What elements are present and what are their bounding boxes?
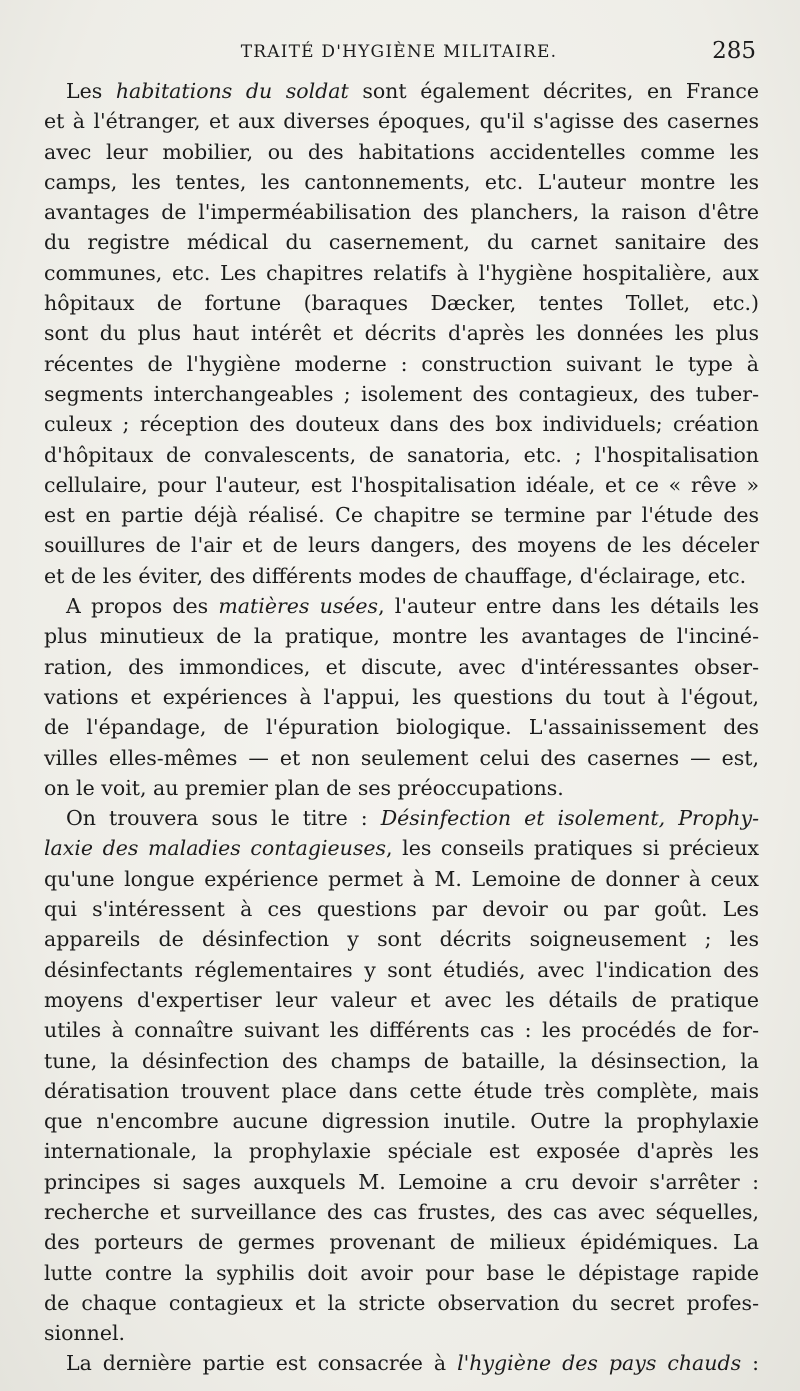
text-segment: segments interchangeables ; isolement des contagieux, des tuber-: [44, 381, 759, 406]
text-line: [44, 1258, 759, 1288]
text-line: [44, 864, 759, 894]
text-line: [44, 500, 759, 530]
text-segment: culeux ; réception des douteux dans des box individuels; création: [44, 412, 759, 437]
text-line: [44, 349, 759, 379]
text-line: [44, 318, 759, 348]
text-line: [44, 76, 759, 106]
text-segment: hôpitaux de fortune (baraques Dæcker, tentes Tollet, etc.): [44, 291, 759, 316]
text-segment: vations et expériences à l'appui, les questions du tout à l'égout,: [44, 684, 759, 709]
text-segment: dératisation trouvent place dans cette étude très complète, mais: [44, 1078, 759, 1103]
text-line: [44, 712, 759, 742]
text-segment: A propos des: [66, 594, 219, 619]
text-segment: , l'auteur entre dans les détails les: [378, 594, 759, 619]
text-line: [44, 803, 759, 833]
text-line: [44, 167, 759, 197]
text-line: [44, 1167, 759, 1197]
text-segment: des porteurs de germes provenant de milieux épidémiques. La: [44, 1230, 759, 1255]
text-line: [44, 1288, 759, 1318]
text-line: [44, 591, 759, 621]
text-segment: recherche et surveillance des cas frustes, des cas avec séquelles,: [44, 1199, 759, 1224]
text-line: [44, 682, 759, 712]
text-line: [44, 1318, 759, 1348]
text-segment: de l'épandage, de l'épuration biologique. L'assainissement des: [44, 715, 759, 740]
text-segment: :: [741, 1351, 759, 1376]
text-segment: qui s'intéressent à ces questions par devoir ou par goût. Les: [44, 897, 759, 922]
text-segment: lutte contre la syphilis doit avoir pour base le dépistage rapide: [44, 1260, 759, 1285]
text-segment: qu'une longue expérience permet à M. Lemoine de donner à ceux: [44, 866, 759, 891]
text-segment: tune, la désinfection des champs de bataille, la désinsection, la: [44, 1048, 759, 1073]
text-segment: villes elles-mêmes — et non seulement celui des casernes — est,: [44, 745, 759, 770]
text-segment: du registre médical du casernement, du carnet sanitaire des: [44, 230, 759, 255]
text-line: [44, 1046, 759, 1076]
text-segment: sont du plus haut intérêt et décrits d'après les données les plus: [44, 321, 759, 346]
text-segment: , les conseils pratiques si précieux: [386, 836, 760, 861]
text-line: [44, 561, 759, 591]
text-line: [44, 1227, 759, 1257]
text-line: [44, 985, 759, 1015]
text-line: [44, 440, 759, 470]
text-line: [44, 409, 759, 439]
text-segment: et à l'étranger, et aux diverses époques, qu'il s'agisse des casernes: [44, 109, 759, 134]
text-segment: On trouvera sous le titre :: [66, 806, 381, 831]
text-segment: plus minutieux de la pratique, montre les avantages de l'inciné-: [44, 624, 759, 649]
text-line: [44, 227, 759, 257]
italic-text: Désinfection et isolement, Prophy-: [380, 806, 759, 831]
text-line: [44, 106, 759, 136]
text-segment: on le voit, au premier plan de ses préoccupations.: [44, 775, 564, 800]
text-line: [44, 833, 759, 863]
text-segment: communes, etc. Les chapitres relatifs à l'hygiène hospitalière, aux: [44, 260, 759, 285]
text-line: [44, 773, 759, 803]
text-segment: camps, les tentes, les cantonnements, etc. L'auteur montre les: [44, 169, 759, 194]
italic-text: l'hygiène des pays chauds: [457, 1351, 742, 1376]
text-line: [44, 1136, 759, 1166]
text-segment: La dernière partie est consacrée à: [66, 1351, 458, 1376]
text-line: [44, 621, 759, 651]
text-segment: Les: [66, 79, 116, 103]
text-segment: ration, des immondices, et discute, avec d'intéressantes obser-: [44, 654, 759, 679]
italic-text: habitations du soldat: [115, 79, 349, 103]
page-number: 285: [712, 38, 756, 64]
text-segment: principes si sages auxquels M. Lemoine a cru devoir s'arrêter :: [44, 1169, 759, 1194]
text-line: [44, 137, 759, 167]
text-segment: internationale, la prophylaxie spéciale est exposée d'après les: [44, 1139, 759, 1164]
text-segment: de chaque contagieux et la stricte observation du secret profes-: [44, 1290, 759, 1315]
text-segment: que n'encombre aucune digression inutile. Outre la prophylaxie: [44, 1109, 759, 1134]
running-title: TRAITÉ D'HYGIÈNE MILITAIRE.: [240, 42, 558, 62]
body-text: [44, 76, 759, 1379]
text-segment: d'hôpitaux de convalescents, de sanatoria, etc. ; l'hospitalisation: [44, 442, 759, 467]
text-line: [44, 1348, 759, 1378]
text-line: [44, 197, 759, 227]
text-line: [44, 955, 759, 985]
text-line: [44, 470, 759, 500]
text-segment: et de les éviter, des différents modes de chauffage, d'éclairage, etc.: [44, 563, 747, 588]
text-segment: récentes de l'hygiène moderne : construction suivant le type à: [44, 351, 759, 376]
text-line: [44, 743, 759, 773]
text-line: [44, 258, 759, 288]
text-line: [44, 288, 759, 318]
text-line: [44, 1076, 759, 1106]
text-line: [44, 924, 759, 954]
text-line: [44, 379, 759, 409]
text-line: [44, 1197, 759, 1227]
text-segment: sionnel.: [44, 1321, 126, 1346]
italic-text: laxie des maladies contagieuses: [44, 836, 387, 861]
text-line: [44, 1106, 759, 1136]
text-segment: sont également décrites, en France: [348, 79, 759, 103]
text-line: [44, 530, 759, 560]
text-segment: moyens d'expertiser leur valeur et avec les détails de pratique: [44, 987, 759, 1012]
running-head: [38, 38, 760, 68]
text-segment: avec leur mobilier, ou des habitations accidentelles comme les: [44, 139, 759, 164]
text-segment: souillures de l'air et de leurs dangers, des moyens de les déceler: [44, 533, 759, 558]
text-segment: appareils de désinfection y sont décrits soigneusement ; les: [44, 927, 759, 952]
italic-text: matières usées: [218, 594, 379, 619]
text-segment: utiles à connaître suivant les différents cas : les procédés de for-: [44, 1018, 759, 1043]
text-segment: désinfectants réglementaires y sont étudiés, avec l'indication des: [44, 957, 759, 982]
text-segment: avantages de l'imperméabilisation des planchers, la raison d'être: [44, 200, 759, 225]
text-line: [44, 652, 759, 682]
text-line: [44, 894, 759, 924]
text-segment: est en partie déjà réalisé. Ce chapitre se termine par l'étude des: [44, 503, 759, 528]
text-line: [44, 1015, 759, 1045]
text-segment: cellulaire, pour l'auteur, est l'hospitalisation idéale, et ce « rêve »: [44, 472, 759, 497]
